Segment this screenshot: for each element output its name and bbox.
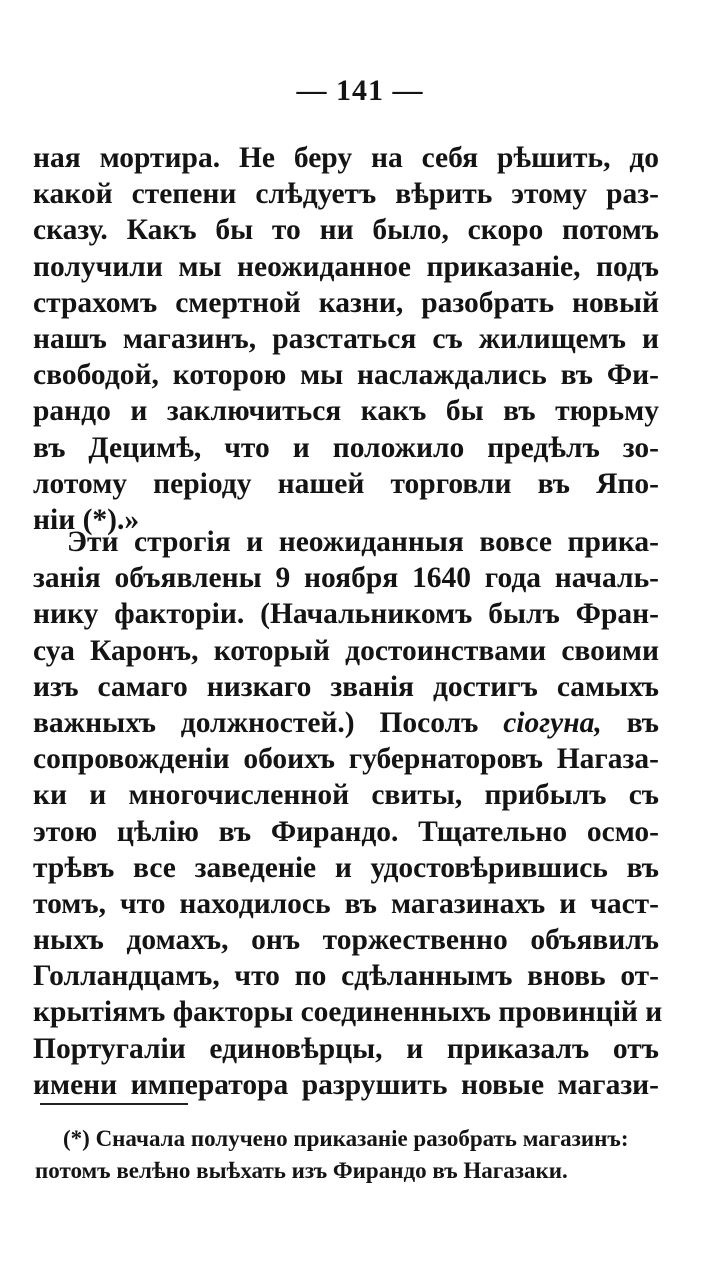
text-line: Португаліи единовѣрцы, и приказалъ отъ [33,1032,659,1065]
text-line: изъ самаго низкаго званія достигъ самыхъ [33,670,659,703]
text-line: ки и многочисленной свиты, прибылъ съ [33,779,659,812]
footnote-line: потомъ велѣно выѣхать изъ Фирандо въ Нагазаки. [35,1158,568,1183]
text-line: Эти строгія и неожиданныя вовсе прика- [67,526,659,558]
text-line: сопровожденіи обоихъ губернаторовъ Нагаза- [33,743,659,776]
text-line: имени императора разрушить новые магази- [33,1068,659,1101]
text-line: Голландцамъ, что по сдѣланнымъ вновь от- [33,960,659,993]
text-segment: въ [601,706,659,739]
text-line: какой степени слѣдуетъ вѣрить этому раз- [33,178,659,211]
italic-term: сіогуна, [503,706,602,739]
footnote [35,1123,675,1187]
text-line-with-italic [33,705,659,741]
paragraph [33,524,663,1103]
text-line: ныхъ домахъ, онъ торжественно объявилъ [33,924,659,957]
footnote-divider [40,1103,188,1105]
text-line: ная мортира. Не беру на себя рѣшить, до [33,142,659,174]
footnote-line: (*) Сначала получено приказаніе разобрать магазинъ: [63,1126,629,1151]
page-number: — 141 — [296,74,424,107]
text-line: нику факторіи. (Начальникомъ былъ Фран- [33,598,659,631]
text-line: въ Децимѣ, что и положило предѣлъ зо- [33,431,659,464]
text-line: суа Каронъ, который достоинствами своими [33,634,659,667]
text-line: нашъ магазинъ, разстаться съ жилищемъ и [33,322,659,355]
text-line: занія объявлены 9 ноября 1640 года началь- [33,562,659,595]
text-line: страхомъ смертной казни, разобрать новый [33,286,659,319]
text-line: рандо и заключиться какъ бы въ тюрьму [33,395,659,428]
text-line: свободой, которою мы наслаждались въ Фи- [33,359,659,392]
text-line: крытіямъ факторы соединенныхъ провинцій и [33,996,663,1029]
text-line: трѣвъ все заведеніе и удостовѣрившись въ [33,851,659,884]
text-line: томъ, что находилось въ магазинахъ и част- [33,887,659,920]
text-line: сказу. Какъ бы то ни было, скоро потомъ [33,214,659,247]
text-line: этою цѣлію въ Фирандо. Тщательно осмо- [33,815,659,848]
paragraph-continued [33,140,659,538]
text-line: лотому періоду нашей торговли въ Япо- [33,467,659,500]
text-line: получили мы неожиданное приказаніе, подъ [33,250,659,283]
text-segment: важныхъ должностей.) Посолъ [33,706,504,739]
text-line: ніи (*).» [33,503,140,536]
